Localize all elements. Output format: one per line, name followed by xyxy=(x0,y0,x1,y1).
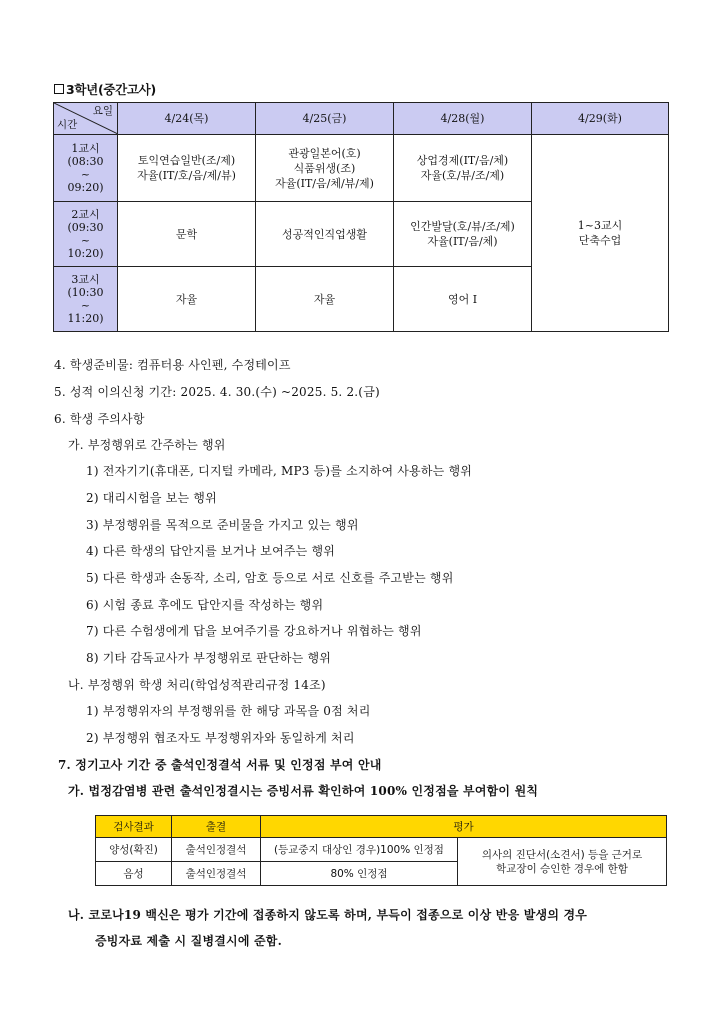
corner-header-cell xyxy=(54,103,118,135)
list-item: 2) 부정행위 협조자도 부정행위자와 동일하게 처리 xyxy=(86,731,355,745)
notice-item-supplies: 4. 학생준비물: 컴퓨터용 사인펜, 수정테이프 xyxy=(54,358,291,372)
notice-item-appeal-period: 5. 성적 이의신청 기간: 2025. 4. 30.(수) ~2025. 5. 2.(금) xyxy=(54,385,380,399)
day-axis-label: 요일 xyxy=(92,105,113,117)
note-cell: 의사의 진단서(소견서) 등을 근거로 학교장이 승인한 경우에 한함 xyxy=(458,838,667,886)
day-header: 4/24(목) xyxy=(118,103,256,135)
subject-cell: 성공적인직업생활 xyxy=(256,202,394,267)
subheading-infectious-disease: 가. 법정감염병 관련 출석인정결시는 증빙서류 확인하여 100% 인정점을 부여함이 원칙 xyxy=(68,784,539,798)
list-item: 7) 다른 수험생에게 답을 보여주기를 강요하거나 위협하는 행위 xyxy=(86,624,422,638)
footer-vaccine-line-1: 나. 코로나19 백신은 평가 기간에 접종하지 않도록 하며, 부득이 접종으로 이상 반응 발생의 경우 xyxy=(68,908,588,922)
list-item: 4) 다른 학생의 답안지를 보거나 보여주는 행위 xyxy=(86,544,336,558)
attendance-header-row xyxy=(96,816,667,838)
subject-cell: 자율 xyxy=(256,267,394,332)
notice-item-attendance: 7. 정기고사 기간 중 출석인정결석 서류 및 인정점 부여 안내 xyxy=(58,758,382,772)
section-title: 3학년(중간고사) xyxy=(54,80,156,98)
subject-cell: 자율 xyxy=(118,267,256,332)
subject-cell: 문학 xyxy=(118,202,256,267)
square-bullet-icon xyxy=(54,84,64,94)
subject-cell: 토익연습일반(조/제) 자율(IT/호/음/제/뷰) xyxy=(118,135,256,202)
day-header: 4/25(금) xyxy=(256,103,394,135)
status-cell: 출석인정결석 xyxy=(172,862,261,886)
subject-cell: 상업경제(IT/음/체) 자율(호/뷰/조/제) xyxy=(394,135,532,202)
period-cell: 2교시 (09:30 ~ 10:20) xyxy=(54,202,118,267)
score-cell: 80% 인정점 xyxy=(261,862,458,886)
list-item: 3) 부정행위를 목적으로 준비물을 가지고 있는 행위 xyxy=(86,518,359,532)
list-item: 1) 부정행위자의 부정행위를 한 해당 과목을 0점 처리 xyxy=(86,704,371,718)
subject-cell: 영어 I xyxy=(394,267,532,332)
subheading-cheating: 가. 부정행위로 간주하는 행위 xyxy=(68,438,226,452)
schedule-header-row xyxy=(54,103,669,135)
exam-schedule-table xyxy=(53,102,669,332)
list-item: 8) 기타 감독교사가 부정행위로 판단하는 행위 xyxy=(86,651,332,665)
day-header: 4/29(화) xyxy=(532,103,669,135)
subheading-handling: 나. 부정행위 학생 처리(학업성적관리규정 14조) xyxy=(68,678,326,692)
header-result: 검사결과 xyxy=(96,816,172,838)
notice-item-cautions: 6. 학생 주의사항 xyxy=(54,412,145,426)
header-status: 출결 xyxy=(172,816,261,838)
subject-cell: 관광일본어(호) 식품위생(조) 자율(IT/음/체/뷰/제) xyxy=(256,135,394,202)
list-item: 6) 시험 종료 후에도 답안지를 작성하는 행위 xyxy=(86,598,324,612)
attendance-row xyxy=(96,838,667,862)
header-evaluation: 평가 xyxy=(261,816,667,838)
result-cell: 양성(확진) xyxy=(96,838,172,862)
list-item: 2) 대리시험을 보는 행위 xyxy=(86,491,217,505)
status-cell: 출석인정결석 xyxy=(172,838,261,862)
merged-day-cell: 1~3교시 단축수업 xyxy=(532,135,669,332)
score-cell: (등교중지 대상인 경우)100% 인정점 xyxy=(261,838,458,862)
period-cell: 1교시 (08:30 ~ 09:20) xyxy=(54,135,118,202)
footer-vaccine-line-2: 증빙자료 제출 시 질병결시에 준함. xyxy=(95,934,282,948)
list-item: 5) 다른 학생과 손동작, 소리, 암호 등으로 서로 신호를 주고받는 행위 xyxy=(86,571,454,585)
subject-cell: 인간발달(호/뷰/조/제) 자율(IT/음/체) xyxy=(394,202,532,267)
result-cell: 음성 xyxy=(96,862,172,886)
period-row xyxy=(54,135,669,202)
attendance-table xyxy=(95,815,667,886)
list-item: 1) 전자기기(휴대폰, 디지털 카메라, MP3 등)를 소지하여 사용하는 행위 xyxy=(86,464,473,478)
day-header: 4/28(월) xyxy=(394,103,532,135)
time-axis-label: 시간 xyxy=(57,119,78,131)
period-cell: 3교시 (10:30 ~ 11:20) xyxy=(54,267,118,332)
